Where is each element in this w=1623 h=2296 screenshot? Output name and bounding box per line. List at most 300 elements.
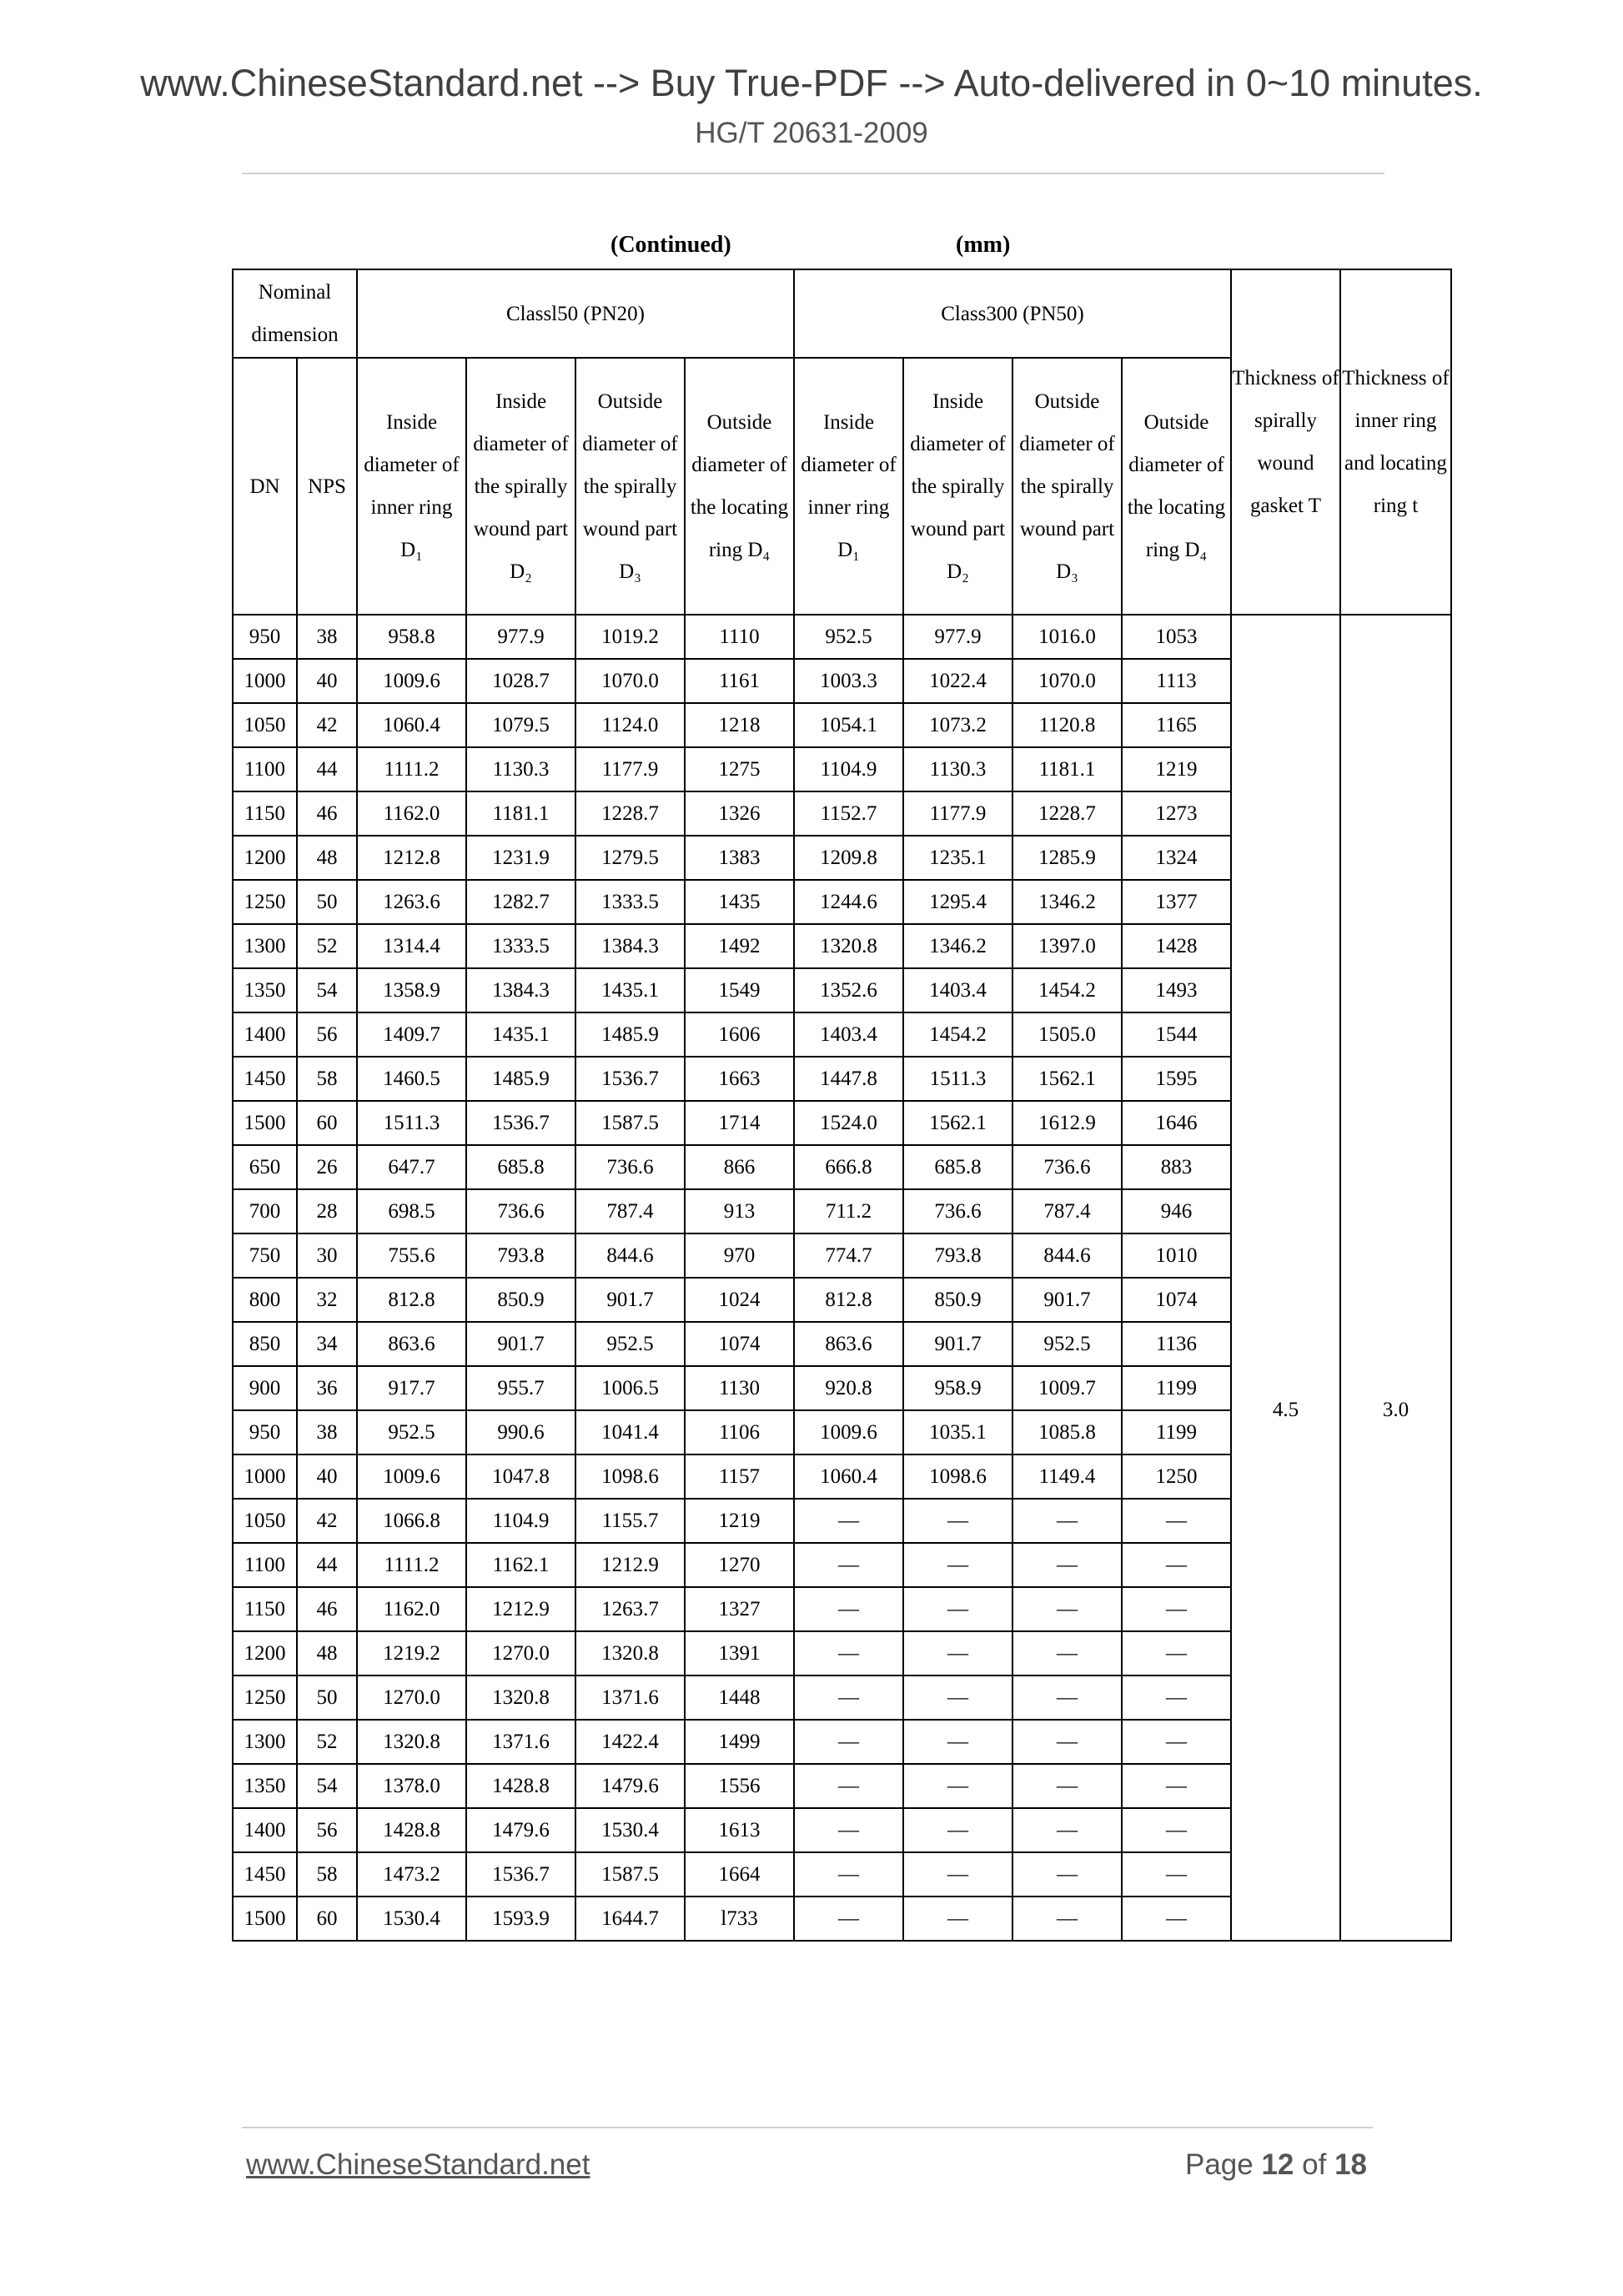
cell-dn: 750 [233,1233,297,1278]
header-class300: Class300 (PN50) [794,269,1231,358]
cell-class300-d2: 1295.4 [903,880,1012,924]
cell-class150-d3: 1098.6 [575,1454,685,1499]
cell-class150-d3: 1124.0 [575,703,685,747]
cell-dn: 1100 [233,1543,297,1587]
cell-class150-d1: 755.6 [357,1233,466,1278]
cell-class300-d1: 1104.9 [794,747,903,791]
cell-class150-d4: 1606 [685,1012,794,1057]
cell-nps: 46 [297,1587,357,1631]
cell-class150-d4: 1218 [685,703,794,747]
cell-class300-d1: 1352.6 [794,968,903,1012]
footer-site-link[interactable]: www.ChineseStandard.net [246,2148,590,2181]
cell-dn: 1250 [233,880,297,924]
cell-class300-d4: 1199 [1122,1366,1231,1410]
cell-class150-d1: 647.7 [357,1145,466,1189]
cell-class300-d3: — [1012,1852,1122,1897]
cell-class150-d2: 990.6 [466,1410,575,1454]
cell-class150-d2: 955.7 [466,1366,575,1410]
cell-class150-d2: 1479.6 [466,1808,575,1852]
cell-class300-d1: 952.5 [794,615,903,659]
cell-class150-d2: 736.6 [466,1189,575,1233]
page-total: 18 [1334,2148,1367,2181]
cell-class300-d3: 901.7 [1012,1278,1122,1322]
cell-class150-d4: 1106 [685,1410,794,1454]
cell-class300-d3: 1397.0 [1012,924,1122,968]
cell-class300-d2: — [903,1499,1012,1543]
cell-class300-d2: — [903,1543,1012,1587]
cell-class150-d2: 1130.3 [466,747,575,791]
cell-class150-d2: 1320.8 [466,1676,575,1720]
cell-class150-d2: 1485.9 [466,1057,575,1101]
cell-class300-d4: 1113 [1122,659,1231,703]
cell-class300-d1: 1244.6 [794,880,903,924]
cell-class150-d2: 977.9 [466,615,575,659]
cell-class300-d1: — [794,1808,903,1852]
cell-class300-d2: 1073.2 [903,703,1012,747]
header-300-d4: Outside diameter of the locating ring D₄ [1122,358,1231,615]
cell-class300-d2: — [903,1676,1012,1720]
cell-class150-d2: 850.9 [466,1278,575,1322]
cell-class150-d2: 1536.7 [466,1101,575,1145]
cell-class150-d2: 1333.5 [466,924,575,968]
cell-class150-d3: 1587.5 [575,1852,685,1897]
cell-class300-d4: 1377 [1122,880,1231,924]
cell-dn: 1000 [233,659,297,703]
cell-nps: 30 [297,1233,357,1278]
cell-class150-d4: 1492 [685,924,794,968]
cell-class150-d4: 1664 [685,1852,794,1897]
cell-dn: 1250 [233,1676,297,1720]
cell-dn: 1200 [233,836,297,880]
cell-class150-d4: 1074 [685,1322,794,1366]
cell-nps: 26 [297,1145,357,1189]
cell-class150-d2: 1104.9 [466,1499,575,1543]
cell-class300-d2: 1403.4 [903,968,1012,1012]
cell-class150-d2: 1282.7 [466,880,575,924]
cell-class300-d1: 1009.6 [794,1410,903,1454]
cell-class150-d2: 1181.1 [466,791,575,836]
cell-class150-d3: 901.7 [575,1278,685,1322]
cell-class150-d3: 787.4 [575,1189,685,1233]
cell-class300-d2: 1235.1 [903,836,1012,880]
cell-nps: 52 [297,924,357,968]
cell-dn: 1000 [233,1454,297,1499]
cell-class150-d3: 1177.9 [575,747,685,791]
cell-class150-d3: 1019.2 [575,615,685,659]
cell-nps: 46 [297,791,357,836]
table-caption-continued: (Continued) [611,232,731,258]
cell-class150-d3: 1228.7 [575,791,685,836]
header-300-d3: Outside diameter of the spirally wound part D₃ [1012,358,1122,615]
cell-class300-d4: 1250 [1122,1454,1231,1499]
cell-class300-d3: 1612.9 [1012,1101,1122,1145]
cell-nps: 50 [297,880,357,924]
cell-class300-d4: 1428 [1122,924,1231,968]
cell-class300-d4: 946 [1122,1189,1231,1233]
cell-class150-d2: 1270.0 [466,1631,575,1676]
cell-class300-d3: 1149.4 [1012,1454,1122,1499]
cell-dn: 1400 [233,1012,297,1057]
cell-class300-d3: — [1012,1676,1122,1720]
cell-class150-d1: 1162.0 [357,1587,466,1631]
cell-class300-d4: 1219 [1122,747,1231,791]
cell-class150-d2: 1079.5 [466,703,575,747]
cell-class150-d1: 1111.2 [357,1543,466,1587]
cell-class150-d4: 1275 [685,747,794,791]
cell-class150-d4: 1435 [685,880,794,924]
cell-class300-d3: 1016.0 [1012,615,1122,659]
cell-class300-d3: 1181.1 [1012,747,1122,791]
cell-nps: 60 [297,1101,357,1145]
cell-class300-d1: 666.8 [794,1145,903,1189]
cell-class300-d2: — [903,1852,1012,1897]
cell-class300-d3: — [1012,1543,1122,1587]
cell-class150-d2: 1435.1 [466,1012,575,1057]
cell-class150-d3: 1479.6 [575,1764,685,1808]
cell-class300-d3: — [1012,1631,1122,1676]
cell-class300-d4: 1199 [1122,1410,1231,1454]
cell-class150-d3: 1371.6 [575,1676,685,1720]
cell-class300-d4: 1165 [1122,703,1231,747]
header-nps: NPS [297,358,357,615]
cell-class150-d3: 1279.5 [575,836,685,880]
cell-class300-d4: — [1122,1897,1231,1941]
cell-class300-d3: 1562.1 [1012,1057,1122,1101]
cell-class150-d4: 1663 [685,1057,794,1101]
cell-class150-d2: 1028.7 [466,659,575,703]
cell-class150-d4: 1219 [685,1499,794,1543]
cell-class150-d1: 698.5 [357,1189,466,1233]
cell-class300-d4: 1010 [1122,1233,1231,1278]
cell-nps: 44 [297,747,357,791]
cell-class300-d1: 1447.8 [794,1057,903,1101]
cell-class150-d1: 863.6 [357,1322,466,1366]
header-class150: Classl50 (PN20) [357,269,794,358]
cell-class150-d1: 1378.0 [357,1764,466,1808]
header-thickness-gasket: Thickness of spirally wound gasket T [1231,269,1340,615]
cell-class300-d2: — [903,1631,1012,1676]
cell-class150-d4: 1157 [685,1454,794,1499]
cell-nps: 40 [297,659,357,703]
cell-dn: 1200 [233,1631,297,1676]
cell-nps: 58 [297,1852,357,1897]
cell-nps: 32 [297,1278,357,1322]
cell-nps: 42 [297,1499,357,1543]
cell-class150-d1: 952.5 [357,1410,466,1454]
cell-class300-d4: 1053 [1122,615,1231,659]
cell-class300-d2: 850.9 [903,1278,1012,1322]
cell-class150-d3: 1530.4 [575,1808,685,1852]
cell-dn: 1100 [233,747,297,791]
cell-dn: 900 [233,1366,297,1410]
cell-class300-d3: 1285.9 [1012,836,1122,880]
cell-class300-d3: 1085.8 [1012,1410,1122,1454]
cell-class150-d2: 793.8 [466,1233,575,1278]
cell-class150-d2: 1047.8 [466,1454,575,1499]
cell-class300-d1: 1054.1 [794,703,903,747]
cell-dn: 1350 [233,1764,297,1808]
header-300-d1: Inside diameter of inner ring D₁ [794,358,903,615]
cell-nps: 40 [297,1454,357,1499]
cell-class300-d4: — [1122,1852,1231,1897]
cell-dn: 1450 [233,1057,297,1101]
cell-class300-d3: — [1012,1764,1122,1808]
standard-code: HG/T 20631-2009 [695,117,928,149]
cell-class150-d4: 1270 [685,1543,794,1587]
cell-class150-d2: 1162.1 [466,1543,575,1587]
cell-class150-d4: 1327 [685,1587,794,1631]
cell-class300-d3: 952.5 [1012,1322,1122,1366]
cell-class300-d4: — [1122,1499,1231,1543]
cell-dn: 1400 [233,1808,297,1852]
cell-class300-d1: — [794,1897,903,1941]
cell-class300-d1: — [794,1852,903,1897]
cell-dn: 1150 [233,1587,297,1631]
cell-class150-d3: 1422.4 [575,1720,685,1764]
cell-class150-d1: 1409.7 [357,1012,466,1057]
cell-class300-d3: 787.4 [1012,1189,1122,1233]
cell-class150-d3: 1155.7 [575,1499,685,1543]
cell-class300-d4: — [1122,1631,1231,1676]
cell-dn: 1500 [233,1101,297,1145]
cell-class300-d4: — [1122,1808,1231,1852]
cell-class150-d4: 1448 [685,1676,794,1720]
cell-class300-d2: 1098.6 [903,1454,1012,1499]
cell-class150-d2: 1212.9 [466,1587,575,1631]
cell-class150-d1: 1009.6 [357,1454,466,1499]
cell-nps: 34 [297,1322,357,1366]
cell-class300-d4: 1544 [1122,1012,1231,1057]
cell-class150-d4: 1714 [685,1101,794,1145]
cell-class300-d4: 1136 [1122,1322,1231,1366]
cell-class150-d3: 1263.7 [575,1587,685,1631]
cell-class300-d1: 1003.3 [794,659,903,703]
cell-class300-d1: 1209.8 [794,836,903,880]
cell-class300-d1: 711.2 [794,1189,903,1233]
cell-nps: 38 [297,615,357,659]
cell-class300-d1: 1403.4 [794,1012,903,1057]
cell-class300-d3: 1505.0 [1012,1012,1122,1057]
cell-class300-d2: 901.7 [903,1322,1012,1366]
cell-class300-d2: — [903,1808,1012,1852]
table-row [233,615,1451,659]
header-thickness-ring: Thickness of inner ring and locating ring t [1340,269,1451,615]
cell-class300-d1: 1060.4 [794,1454,903,1499]
cell-class150-d1: 1530.4 [357,1897,466,1941]
cell-class150-d3: 1333.5 [575,880,685,924]
cell-class300-d1: 863.6 [794,1322,903,1366]
cell-class150-d3: 1485.9 [575,1012,685,1057]
cell-nps: 48 [297,836,357,880]
cell-class150-d1: 1460.5 [357,1057,466,1101]
header-dn: DN [233,358,297,615]
cell-class300-d4: 1074 [1122,1278,1231,1322]
cell-dn: 1050 [233,1499,297,1543]
cell-class300-d1: — [794,1587,903,1631]
cell-class150-d1: 1358.9 [357,968,466,1012]
cell-nps: 44 [297,1543,357,1587]
cell-class300-d1: — [794,1720,903,1764]
cell-dn: 650 [233,1145,297,1189]
page-number [1185,2148,1367,2182]
cell-class300-d2: 793.8 [903,1233,1012,1278]
cell-class150-d1: 1320.8 [357,1720,466,1764]
cell-class150-d4: 1383 [685,836,794,880]
cell-class150-d2: 1384.3 [466,968,575,1012]
cell-class300-d1: 1320.8 [794,924,903,968]
cell-class300-d2: 736.6 [903,1189,1012,1233]
cell-class300-d1: — [794,1543,903,1587]
cell-class300-d3: 1009.7 [1012,1366,1122,1410]
cell-class300-d4: 883 [1122,1145,1231,1189]
cell-class150-d4: 1161 [685,659,794,703]
cell-dn: 1500 [233,1897,297,1941]
cell-class300-d1: 812.8 [794,1278,903,1322]
cell-class300-d4: — [1122,1676,1231,1720]
cell-thickness-ring-upper [1340,615,1451,880]
cell-class150-d4: 1110 [685,615,794,659]
cell-class150-d4: 1549 [685,968,794,1012]
cell-class300-d2: 977.9 [903,615,1012,659]
cell-class150-d4: 913 [685,1189,794,1233]
cell-class150-d4: 1556 [685,1764,794,1808]
cell-class150-d4: 1499 [685,1720,794,1764]
cell-class300-d3: — [1012,1720,1122,1764]
cell-class300-d2: — [903,1587,1012,1631]
header-150-d4: Outside diameter of the locating ring D₄ [685,358,794,615]
cell-class300-d2: 1562.1 [903,1101,1012,1145]
cell-class300-d1: 1524.0 [794,1101,903,1145]
table-row [233,880,1451,924]
cell-nps: 54 [297,968,357,1012]
cell-nps: 60 [297,1897,357,1941]
table-caption-unit: (mm) [956,232,1011,258]
cell-class150-d3: 1384.3 [575,924,685,968]
cell-class300-d3: 736.6 [1012,1145,1122,1189]
cell-class300-d3: — [1012,1587,1122,1631]
cell-dn: 950 [233,615,297,659]
cell-class300-d2: — [903,1764,1012,1808]
cell-class150-d1: 1162.0 [357,791,466,836]
cell-class300-d4: 1595 [1122,1057,1231,1101]
cell-class300-d1: — [794,1764,903,1808]
cell-nps: 38 [297,1410,357,1454]
cell-class150-d3: 844.6 [575,1233,685,1278]
cell-class300-d2: 1346.2 [903,924,1012,968]
cell-class300-d2: 1022.4 [903,659,1012,703]
cell-class300-d3: — [1012,1897,1122,1941]
cell-class150-d1: 1473.2 [357,1852,466,1897]
cell-class150-d3: 1006.5 [575,1366,685,1410]
cell-class150-d3: 1587.5 [575,1101,685,1145]
cell-dn: 1300 [233,924,297,968]
cell-class150-d2: 1231.9 [466,836,575,880]
page-current: 12 [1261,2148,1294,2181]
header-150-d1: Inside diameter of inner ring D₁ [357,358,466,615]
cell-class300-d4: — [1122,1587,1231,1631]
cell-nps: 52 [297,1720,357,1764]
cell-thickness-gasket: 4.5 [1231,880,1340,1941]
cell-class150-d1: 917.7 [357,1366,466,1410]
cell-nps: 42 [297,703,357,747]
cell-class300-d2: 685.8 [903,1145,1012,1189]
cell-class150-d4: 866 [685,1145,794,1189]
footer-divider [242,2127,1373,2128]
cell-nps: 36 [297,1366,357,1410]
cell-class300-d2: — [903,1897,1012,1941]
cell-class150-d4: 1024 [685,1278,794,1322]
cell-dn: 850 [233,1322,297,1366]
header-150-d2: Inside diameter of the spirally wound part D₂ [466,358,575,615]
cell-nps: 48 [297,1631,357,1676]
cell-class300-d3: 844.6 [1012,1233,1122,1278]
cell-class300-d3: 1120.8 [1012,703,1122,747]
cell-nps: 56 [297,1808,357,1852]
cell-class150-d1: 1428.8 [357,1808,466,1852]
cell-class150-d2: 685.8 [466,1145,575,1189]
cell-class300-d4: 1646 [1122,1101,1231,1145]
cell-class300-d2: — [903,1720,1012,1764]
cell-class150-d1: 1263.6 [357,880,466,924]
cell-class300-d1: 1152.7 [794,791,903,836]
cell-class150-d1: 812.8 [357,1278,466,1322]
cell-class150-d3: 1212.9 [575,1543,685,1587]
cell-class150-d1: 1060.4 [357,703,466,747]
cell-nps: 54 [297,1764,357,1808]
gasket-dimension-table [232,269,1452,1942]
cell-class150-d3: 1644.7 [575,1897,685,1941]
cell-class150-d3: 736.6 [575,1145,685,1189]
cell-class150-d3: 1536.7 [575,1057,685,1101]
cell-class150-d2: 1371.6 [466,1720,575,1764]
cell-class150-d2: 901.7 [466,1322,575,1366]
cell-nps: 50 [297,1676,357,1720]
cell-class300-d3: 1454.2 [1012,968,1122,1012]
cell-class300-d3: — [1012,1499,1122,1543]
cell-class300-d3: — [1012,1808,1122,1852]
cell-class150-d1: 1212.8 [357,836,466,880]
header-nominal-dimension: Nominal dimension [233,269,357,358]
cell-class300-d2: 1454.2 [903,1012,1012,1057]
cell-class150-d1: 1314.4 [357,924,466,968]
header-300-d2: Inside diameter of the spirally wound part D₂ [903,358,1012,615]
cell-class300-d4: 1273 [1122,791,1231,836]
cell-class150-d3: 1435.1 [575,968,685,1012]
cell-class300-d1: — [794,1676,903,1720]
cell-class300-d1: 920.8 [794,1366,903,1410]
cell-class300-d1: — [794,1631,903,1676]
cell-class150-d4: 1326 [685,791,794,836]
cell-class150-d2: 1428.8 [466,1764,575,1808]
cell-class300-d3: 1346.2 [1012,880,1122,924]
cell-class300-d4: — [1122,1543,1231,1587]
cell-class150-d3: 1320.8 [575,1631,685,1676]
header-150-d3: Outside diameter of the spirally wound part D₃ [575,358,685,615]
cell-dn: 1350 [233,968,297,1012]
cell-class150-d1: 1511.3 [357,1101,466,1145]
cell-class300-d4: 1493 [1122,968,1231,1012]
cell-dn: 700 [233,1189,297,1233]
cell-class300-d4: — [1122,1720,1231,1764]
cell-class150-d4: 970 [685,1233,794,1278]
cell-dn: 1150 [233,791,297,836]
cell-class150-d4: 1130 [685,1366,794,1410]
header-banner: www.ChineseStandard.net --> Buy True-PDF --> Auto-delivered in 0~10 minutes. [140,62,1483,104]
cell-dn: 800 [233,1278,297,1322]
cell-class150-d1: 1009.6 [357,659,466,703]
cell-class150-d1: 1111.2 [357,747,466,791]
cell-dn: 950 [233,1410,297,1454]
